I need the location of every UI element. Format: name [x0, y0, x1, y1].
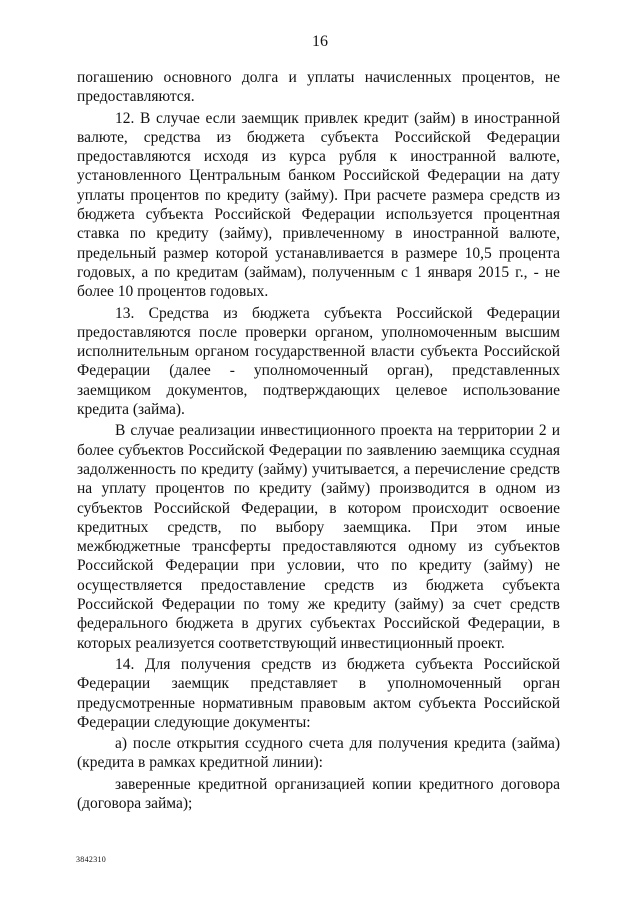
paragraph-12: 12. В случае если заемщик привлек кредит (займ) в иностранной валюте, средства из бюджета субъекта Российской Федерации предоставляются исходя из курса рубля к иностранной валюте, установленного Центральным банком Российской Федерации на дату уплаты процентов по кредиту (займу). При расчете размера средств из бюджета субъекта Российской Федерации используется процентная ставка по кредиту (займу), привлеченному в иностранной валюте, предельный размер которой устанавливается в размере 10,5 процента годовых, а по кредитам (займам), полученным с 1 января 2015 г., - не более 10 процентов годовых.: [77, 109, 560, 301]
paragraph-13-continued: В случае реализации инвестиционного проекта на территории 2 и более субъектов Российской Федерации по заявлению заемщика ссудная задолженность по кредиту (займу) учитывается, а перечисление средств на уплату процентов по кредиту (займу) производится в одном из субъектов Российской Федерации, в котором происходит освоение кредитных средств, по выбору заемщика. При этом иные межбюджетные трансферты предоставляются одному из субъектов Российской Федерации при условии, что по кредиту (займу) не осуществляется предоставление средств из бюджета субъекта Российской Федерации по тому же кредиту (займу) за счет средств федерального бюджета в других субъектах Российской Федерации, в которых реализуется соответствующий инвестиционный проект.: [77, 422, 560, 652]
document-code: 3842310: [76, 855, 107, 864]
paragraph-14: 14. Для получения средств из бюджета субъекта Российской Федерации заемщик представляет в уполномоченный орган предусмотренные нормативным правовым актом субъекта Российской Федерации следующие документы:: [77, 655, 560, 731]
paragraph-continuation: погашению основного долга и уплаты начисленных процентов, не предоставляются.: [77, 69, 560, 106]
paragraph-13: 13. Средства из бюджета субъекта Российской Федерации предоставляются после проверки органом, уполномоченным высшим исполнительным органом государственной власти субъекта Российской Федерации (далее - уполномоченный орган), представленных заемщиком документов, подтверждающих целевое использование кредита (займа).: [77, 304, 560, 419]
page-number: 16: [312, 33, 328, 50]
document-body: [77, 68, 560, 815]
paragraph-14-a-item: заверенные кредитной организацией копии кредитного договора (договора займа);: [77, 775, 560, 812]
paragraph-14-a: а) после открытия ссудного счета для получения кредита (займа) (кредита в рамках кредитной линии):: [77, 735, 560, 772]
